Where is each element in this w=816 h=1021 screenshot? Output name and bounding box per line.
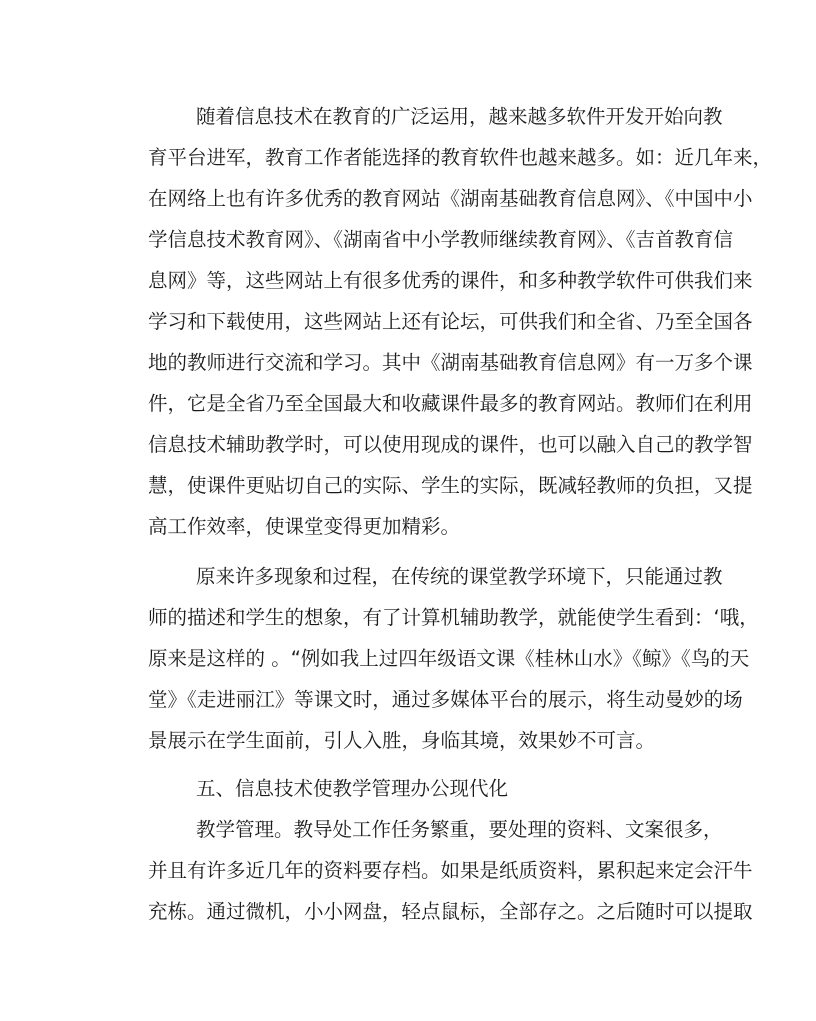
paragraph-1-line-5: 息网》等，这些网站上有很多优秀的课件，和多种教学软件可供我们来	[148, 269, 753, 292]
paragraph-1-line-6: 学习和下载使用，这些网站上还有论坛，可供我们和全省、乃至全国各	[148, 310, 753, 333]
paragraph-3-line-1: 教学管理。教导处工作任务繁重，要处理的资料、文案很多，	[196, 818, 723, 841]
paragraph-2-line-5: 景展示在学生面前，引人入胜，身临其境，效果妙不可言。	[148, 729, 656, 752]
paragraph-1-line-8: 件，它是全省乃至全国最大和收藏课件最多的教育网站。教师们在利用	[148, 392, 753, 415]
paragraph-1-line-10: 慧，使课件更贴切自己的实际、学生的实际，既减轻教师的负担，又提	[148, 474, 753, 497]
paragraph-3-line-3: 充栋。通过微机，小小网盘，轻点鼠标，全部存之。之后随时可以提取	[148, 900, 753, 923]
paragraph-1-line-4: 学信息技术教育网》、《湖南省中小学教师继续教育网》、《吉首教育信	[148, 228, 734, 251]
paragraph-1-line-1: 随着信息技术在教育的广泛运用，越来越多软件开发开始向教	[196, 105, 723, 128]
paragraph-1-line-11: 高工作效率，使课堂变得更加精彩。	[148, 515, 461, 538]
paragraph-2-line-1: 原来许多现象和过程，在传统的课堂教学环境下，只能通过教	[196, 565, 723, 588]
paragraph-2-line-3: 原来是这样的 。“例如我上过四年级语文课《桂林山水》《鲸》《鸟的天	[148, 647, 750, 670]
paragraph-1-line-7: 地的教师进行交流和学习。其中《湖南基础教育信息网》有一万多个课	[148, 351, 753, 374]
paragraph-1-line-3: 在网络上也有许多优秀的教育网站《湖南基础教育信息网》、《中国中小	[148, 187, 753, 210]
paragraph-3-line-2: 并且有许多近几年的资料要存档。如果是纸质资料，累积起来定会汗牛	[148, 859, 753, 882]
paragraph-1-line-2: 育平台进军，教育工作者能选择的教育软件也越来越多。如：近几年来，	[148, 146, 773, 169]
paragraph-1-line-9: 信息技术辅助教学时，可以使用现成的课件，也可以融入自己的教学智	[148, 433, 753, 456]
section-heading: 五、信息技术使教学管理办公现代化	[196, 777, 509, 800]
paragraph-2-line-4: 堂》《走进丽江》等课文时，通过多媒体平台的展示，将生动曼妙的场	[148, 688, 743, 711]
paragraph-2-line-2: 师的描述和学生的想象，有了计算机辅助教学，就能使学生看到：‘哦，	[148, 606, 759, 629]
